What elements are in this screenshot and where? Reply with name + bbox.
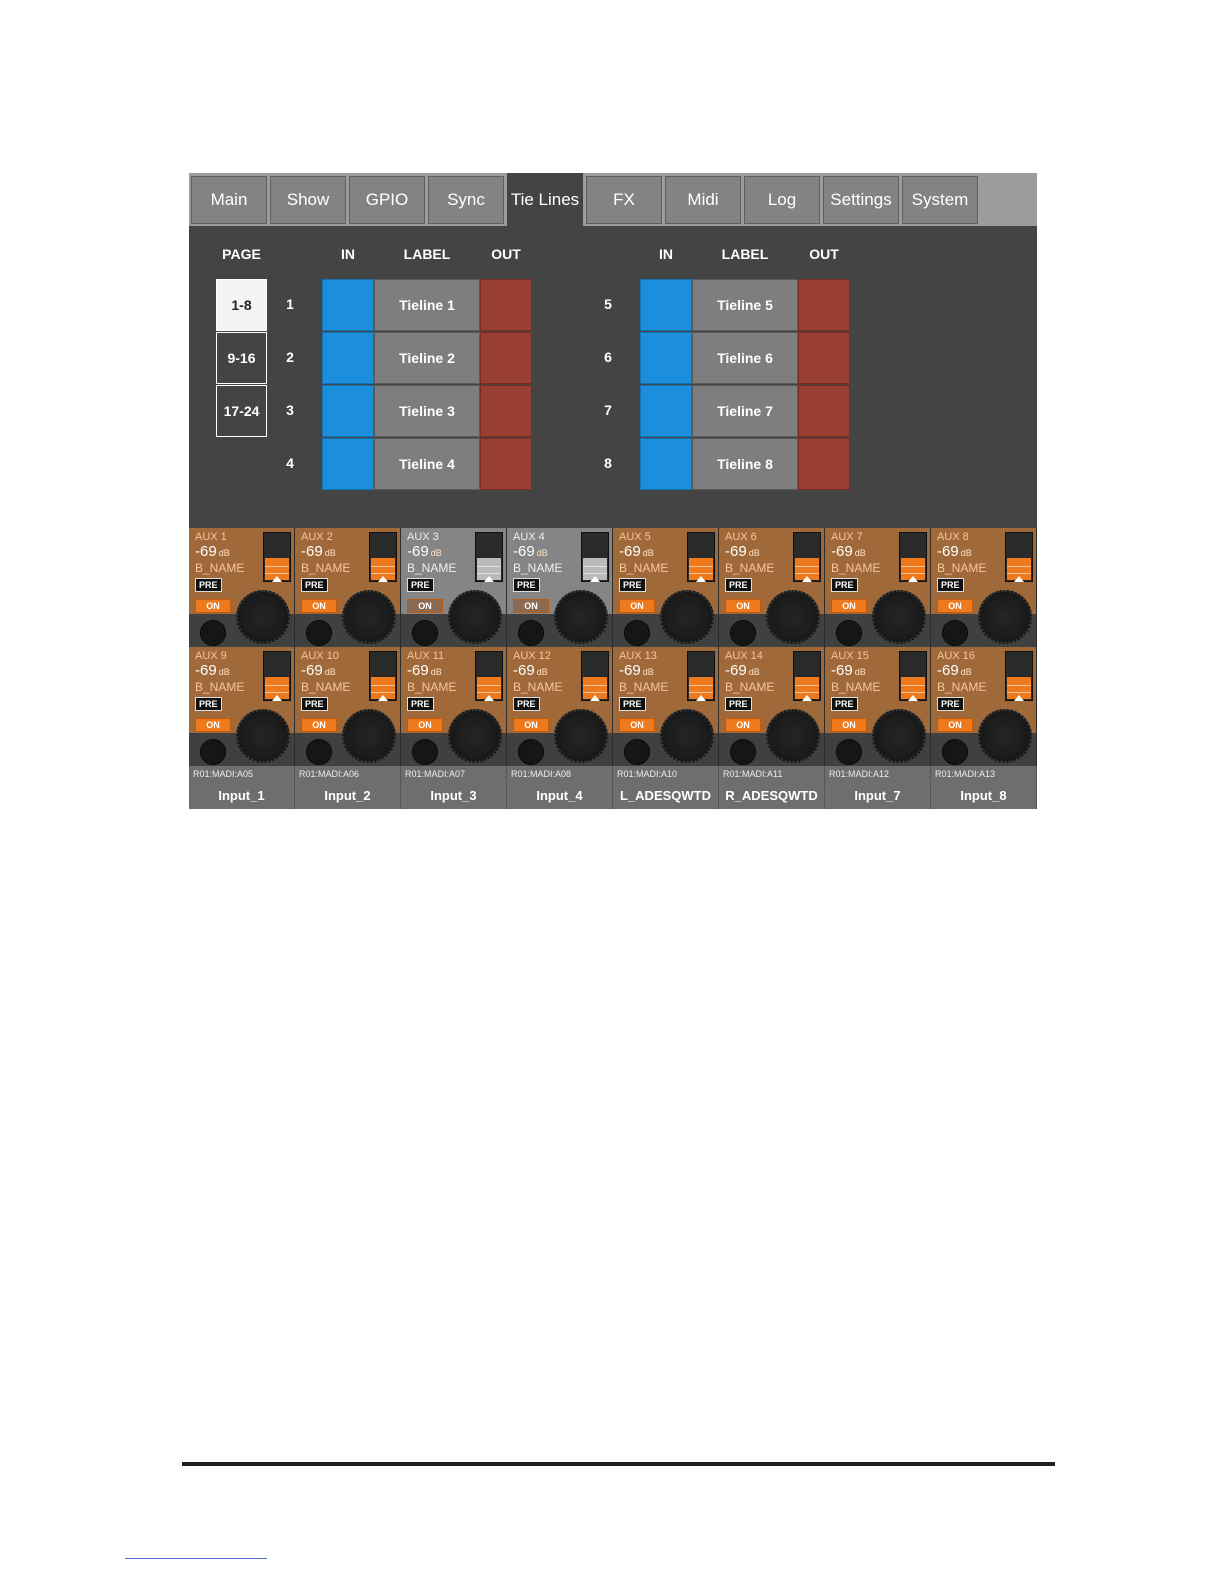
aux-level-unit: dB <box>218 667 230 677</box>
in-header-right: IN <box>659 246 673 262</box>
tie-line-input-2[interactable] <box>322 332 374 384</box>
aux-level-unit: dB <box>324 667 336 677</box>
aux-strip <box>719 528 825 647</box>
input-channel[interactable] <box>719 766 825 809</box>
aux-level-value: -69 <box>195 662 217 679</box>
fader-cap-icon <box>378 695 388 701</box>
label-header-left: LABEL <box>403 246 451 262</box>
aux-pan-knob[interactable] <box>942 739 968 765</box>
aux-pan-knob[interactable] <box>518 620 544 646</box>
tie-line-input-6[interactable] <box>640 332 692 384</box>
aux-level-value: -69 <box>831 662 853 679</box>
aux-send-knob[interactable] <box>236 590 290 644</box>
input-name: Input_3 <box>430 788 477 803</box>
aux-fader[interactable] <box>687 651 715 701</box>
on-button[interactable]: ON <box>301 599 337 613</box>
aux-level-unit: dB <box>960 667 972 677</box>
aux-bus-name: B_NAME <box>619 680 669 694</box>
aux-level-unit: dB <box>960 548 972 558</box>
tie-line-number: 3 <box>286 402 294 418</box>
aux-name: AUX 16 <box>937 650 975 662</box>
tie-line-label-4[interactable]: Tieline 4 <box>374 438 480 490</box>
pre-button[interactable]: PRE <box>831 697 858 711</box>
tie-line-number: 6 <box>604 349 612 365</box>
input-channel[interactable] <box>825 766 931 809</box>
tie-line-label-6[interactable]: Tieline 6 <box>692 332 798 384</box>
pre-button[interactable]: PRE <box>831 578 858 592</box>
aux-level-value: -69 <box>619 543 641 560</box>
fader-cap-icon <box>272 576 282 582</box>
footer-link-underline <box>125 1558 267 1559</box>
pre-button[interactable]: PRE <box>301 578 328 592</box>
aux-fader[interactable] <box>899 651 927 701</box>
aux-send-knob[interactable] <box>978 590 1032 644</box>
aux-strip <box>507 647 613 766</box>
tie-line-input-5[interactable] <box>640 279 692 331</box>
aux-fader[interactable] <box>793 532 821 582</box>
tie-line-label-7[interactable]: Tieline 7 <box>692 385 798 437</box>
tab-tie-lines[interactable]: Tie Lines <box>507 173 583 226</box>
aux-name: AUX 14 <box>725 650 763 662</box>
aux-level-value: -69 <box>513 543 535 560</box>
pre-button[interactable]: PRE <box>513 697 540 711</box>
aux-level <box>301 662 336 679</box>
aux-fader[interactable] <box>1005 532 1033 582</box>
input-name: Input_1 <box>218 788 265 803</box>
tie-line-output-3[interactable] <box>480 385 532 437</box>
aux-bus-name: B_NAME <box>195 680 245 694</box>
aux-level-value: -69 <box>407 543 429 560</box>
footer-rule <box>182 1462 1055 1466</box>
on-button[interactable]: ON <box>195 718 231 732</box>
input-source: R01:MADI:A07 <box>405 769 466 779</box>
aux-strip <box>507 528 613 647</box>
out-header-right: OUT <box>809 246 839 262</box>
pre-button[interactable]: PRE <box>619 578 646 592</box>
aux-send-knob[interactable] <box>660 709 714 763</box>
tab-log[interactable]: Log <box>744 176 820 224</box>
fader-cap-icon <box>590 576 600 582</box>
aux-send-knob[interactable] <box>236 709 290 763</box>
fader-cap-icon <box>696 576 706 582</box>
fader-cap-icon <box>908 576 918 582</box>
fader-cap-icon <box>484 576 494 582</box>
aux-send-knob[interactable] <box>872 709 926 763</box>
aux-fader[interactable] <box>1005 651 1033 701</box>
aux-bus-name: B_NAME <box>725 680 775 694</box>
aux-name: AUX 2 <box>301 531 333 543</box>
aux-send-knob[interactable] <box>448 709 502 763</box>
aux-level-unit: dB <box>854 548 866 558</box>
input-source: R01:MADI:A08 <box>511 769 572 779</box>
input-channel[interactable] <box>507 766 613 809</box>
aux-name: AUX 8 <box>937 531 969 543</box>
aux-strip <box>295 528 401 647</box>
aux-bus-name: B_NAME <box>937 561 987 575</box>
aux-level <box>301 543 336 560</box>
tie-line-output-5[interactable] <box>798 279 850 331</box>
aux-fader[interactable] <box>899 532 927 582</box>
aux-level <box>619 543 654 560</box>
fader-cap-icon <box>590 695 600 701</box>
aux-send-knob[interactable] <box>554 709 608 763</box>
input-source: R01:MADI:A06 <box>299 769 360 779</box>
pre-button[interactable]: PRE <box>725 697 752 711</box>
aux-level-unit: dB <box>324 548 336 558</box>
pre-button[interactable]: PRE <box>195 697 222 711</box>
aux-level-value: -69 <box>301 543 323 560</box>
tie-line-label-2[interactable]: Tieline 2 <box>374 332 480 384</box>
tie-lines-screen <box>189 173 1037 809</box>
on-button[interactable]: ON <box>831 718 867 732</box>
aux-name: AUX 4 <box>513 531 545 543</box>
aux-level <box>195 662 230 679</box>
aux-send-knob[interactable] <box>554 590 608 644</box>
input-name: Input_4 <box>536 788 583 803</box>
aux-pan-knob[interactable] <box>836 620 862 646</box>
out-header-left: OUT <box>491 246 521 262</box>
aux-fader[interactable] <box>581 532 609 582</box>
on-button[interactable]: ON <box>937 599 973 613</box>
pre-button[interactable]: PRE <box>301 697 328 711</box>
page-button-9-16[interactable]: 9-16 <box>216 332 267 384</box>
aux-fader[interactable] <box>263 532 291 582</box>
input-source: R01:MADI:A13 <box>935 769 996 779</box>
aux-level <box>725 662 760 679</box>
aux-bus-name: B_NAME <box>831 680 881 694</box>
aux-strip <box>401 647 507 766</box>
tie-lines-panel <box>189 226 1037 526</box>
aux-level-unit: dB <box>536 667 548 677</box>
tie-line-output-2[interactable] <box>480 332 532 384</box>
aux-bus-name: B_NAME <box>195 561 245 575</box>
aux-bus-name: B_NAME <box>619 561 669 575</box>
input-name: L_ADESQWTD <box>620 788 711 803</box>
tie-line-input-7[interactable] <box>640 385 692 437</box>
input-name: Input_8 <box>960 788 1007 803</box>
aux-level-unit: dB <box>642 667 654 677</box>
aux-level-value: -69 <box>407 662 429 679</box>
aux-level <box>937 543 972 560</box>
aux-send-knob[interactable] <box>978 709 1032 763</box>
aux-level-value: -69 <box>195 543 217 560</box>
aux-level-value: -69 <box>513 662 535 679</box>
pre-button[interactable]: PRE <box>407 578 434 592</box>
aux-pan-knob[interactable] <box>200 620 226 646</box>
aux-name: AUX 12 <box>513 650 551 662</box>
aux-fader[interactable] <box>369 651 397 701</box>
aux-bus-name: B_NAME <box>725 561 775 575</box>
input-channel[interactable] <box>401 766 507 809</box>
aux-pan-knob[interactable] <box>730 620 756 646</box>
fader-cap-icon <box>908 695 918 701</box>
aux-pan-knob[interactable] <box>518 739 544 765</box>
tab-show[interactable]: Show <box>270 176 346 224</box>
tie-line-input-3[interactable] <box>322 385 374 437</box>
fader-cap-icon <box>1014 576 1024 582</box>
aux-pan-knob[interactable] <box>306 620 332 646</box>
aux-name: AUX 13 <box>619 650 657 662</box>
aux-fader[interactable] <box>475 532 503 582</box>
aux-level-value: -69 <box>301 662 323 679</box>
aux-level-value: -69 <box>619 662 641 679</box>
aux-level <box>831 543 866 560</box>
aux-name: AUX 3 <box>407 531 439 543</box>
fader-cap-icon <box>484 695 494 701</box>
aux-bus-name: B_NAME <box>937 680 987 694</box>
aux-name: AUX 10 <box>301 650 339 662</box>
aux-level <box>195 543 230 560</box>
input-name: Input_7 <box>854 788 901 803</box>
aux-strip <box>931 528 1037 647</box>
aux-level <box>725 543 760 560</box>
on-button[interactable]: ON <box>725 718 761 732</box>
aux-name: AUX 1 <box>195 531 227 543</box>
input-channel[interactable] <box>613 766 719 809</box>
pre-button[interactable]: PRE <box>937 578 964 592</box>
tie-line-output-4[interactable] <box>480 438 532 490</box>
pre-button[interactable]: PRE <box>725 578 752 592</box>
on-button[interactable]: ON <box>195 599 231 613</box>
aux-level <box>831 662 866 679</box>
aux-pan-knob[interactable] <box>624 739 650 765</box>
tie-line-label-5[interactable]: Tieline 5 <box>692 279 798 331</box>
aux-pan-knob[interactable] <box>306 739 332 765</box>
input-channel[interactable] <box>189 766 295 809</box>
tie-line-output-1[interactable] <box>480 279 532 331</box>
input-source: R01:MADI:A10 <box>617 769 678 779</box>
tie-line-label-3[interactable]: Tieline 3 <box>374 385 480 437</box>
input-name: R_ADESQWTD <box>725 788 818 803</box>
input-source: R01:MADI:A12 <box>829 769 890 779</box>
pre-button[interactable]: PRE <box>619 697 646 711</box>
aux-pan-knob[interactable] <box>412 620 438 646</box>
on-button[interactable]: ON <box>831 599 867 613</box>
tab-sync[interactable]: Sync <box>428 176 504 224</box>
aux-bus-name: B_NAME <box>407 561 457 575</box>
tab-gpio[interactable]: GPIO <box>349 176 425 224</box>
tie-line-number: 4 <box>286 455 294 471</box>
on-button[interactable]: ON <box>407 718 443 732</box>
on-button[interactable]: ON <box>937 718 973 732</box>
on-button[interactable]: ON <box>619 599 655 613</box>
page-header: PAGE <box>222 246 261 262</box>
aux-send-knob[interactable] <box>342 709 396 763</box>
input-channel[interactable] <box>295 766 401 809</box>
in-header-left: IN <box>341 246 355 262</box>
on-button[interactable]: ON <box>513 718 549 732</box>
fader-cap-icon <box>696 695 706 701</box>
aux-name: AUX 7 <box>831 531 863 543</box>
fader-cap-icon <box>378 576 388 582</box>
tie-line-number: 8 <box>604 455 612 471</box>
aux-strip <box>719 647 825 766</box>
on-button[interactable]: ON <box>301 718 337 732</box>
aux-name: AUX 6 <box>725 531 757 543</box>
tab-settings[interactable]: Settings <box>823 176 899 224</box>
aux-level-value: -69 <box>725 662 747 679</box>
tie-line-output-7[interactable] <box>798 385 850 437</box>
tie-line-label-8[interactable]: Tieline 8 <box>692 438 798 490</box>
aux-level-unit: dB <box>430 548 442 558</box>
tab-midi[interactable]: Midi <box>665 176 741 224</box>
aux-pan-knob[interactable] <box>836 739 862 765</box>
aux-level-unit: dB <box>536 548 548 558</box>
tie-line-input-1[interactable] <box>322 279 374 331</box>
aux-level-unit: dB <box>748 667 760 677</box>
on-button[interactable]: ON <box>619 718 655 732</box>
aux-bus-name: B_NAME <box>513 680 563 694</box>
aux-fader[interactable] <box>687 532 715 582</box>
aux-strip <box>189 647 295 766</box>
tab-system[interactable]: System <box>902 176 978 224</box>
aux-strip <box>613 528 719 647</box>
on-button[interactable]: ON <box>725 599 761 613</box>
aux-level-value: -69 <box>937 662 959 679</box>
input-channel[interactable] <box>931 766 1037 809</box>
aux-name: AUX 11 <box>407 650 445 662</box>
pre-button[interactable]: PRE <box>195 578 222 592</box>
aux-fader[interactable] <box>581 651 609 701</box>
aux-fader[interactable] <box>369 532 397 582</box>
aux-strip <box>401 528 507 647</box>
aux-level <box>513 662 548 679</box>
aux-strip <box>613 647 719 766</box>
aux-fader[interactable] <box>793 651 821 701</box>
tie-line-input-8[interactable] <box>640 438 692 490</box>
aux-pan-knob[interactable] <box>942 620 968 646</box>
tie-line-label-1[interactable]: Tieline 1 <box>374 279 480 331</box>
tab-fx[interactable]: FX <box>586 176 662 224</box>
input-source: R01:MADI:A11 <box>723 769 783 779</box>
aux-fader[interactable] <box>263 651 291 701</box>
aux-row-lower <box>189 647 1037 766</box>
aux-level <box>937 662 972 679</box>
on-button[interactable]: ON <box>513 599 549 613</box>
tab-main[interactable]: Main <box>191 176 267 224</box>
aux-level <box>619 662 654 679</box>
aux-strip <box>295 647 401 766</box>
aux-strip <box>189 528 295 647</box>
aux-bus-name: B_NAME <box>407 680 457 694</box>
aux-send-knob[interactable] <box>766 709 820 763</box>
pre-button[interactable]: PRE <box>407 697 434 711</box>
input-strip <box>189 766 1037 809</box>
aux-name: AUX 9 <box>195 650 227 662</box>
aux-send-knob[interactable] <box>448 590 502 644</box>
pre-button[interactable]: PRE <box>513 578 540 592</box>
aux-level <box>407 662 442 679</box>
aux-strip <box>825 647 931 766</box>
aux-strip <box>825 528 931 647</box>
fader-cap-icon <box>1014 695 1024 701</box>
aux-send-knob[interactable] <box>872 590 926 644</box>
aux-bus-name: B_NAME <box>301 561 351 575</box>
tie-line-number: 1 <box>286 296 294 312</box>
aux-level-unit: dB <box>430 667 442 677</box>
tie-line-number: 5 <box>604 296 612 312</box>
on-button[interactable]: ON <box>407 599 443 613</box>
tab-bar <box>189 173 1037 226</box>
aux-row-upper <box>189 528 1037 647</box>
aux-bus-name: B_NAME <box>513 561 563 575</box>
tie-line-input-4[interactable] <box>322 438 374 490</box>
input-source: R01:MADI:A05 <box>193 769 254 779</box>
aux-pan-knob[interactable] <box>730 739 756 765</box>
aux-level-unit: dB <box>218 548 230 558</box>
aux-level-unit: dB <box>854 667 866 677</box>
fader-cap-icon <box>272 695 282 701</box>
pre-button[interactable]: PRE <box>937 697 964 711</box>
aux-name: AUX 15 <box>831 650 869 662</box>
aux-level <box>407 543 442 560</box>
aux-bus-name: B_NAME <box>301 680 351 694</box>
tie-line-number: 7 <box>604 402 612 418</box>
page-button-17-24[interactable]: 17-24 <box>216 385 267 437</box>
tie-line-output-8[interactable] <box>798 438 850 490</box>
aux-send-knob[interactable] <box>660 590 714 644</box>
tie-line-number: 2 <box>286 349 294 365</box>
aux-bus-name: B_NAME <box>831 561 881 575</box>
input-name: Input_2 <box>324 788 371 803</box>
aux-level <box>513 543 548 560</box>
aux-level-unit: dB <box>642 548 654 558</box>
aux-level-value: -69 <box>725 543 747 560</box>
fader-cap-icon <box>802 576 812 582</box>
page-button-1-8[interactable]: 1-8 <box>216 279 267 331</box>
aux-name: AUX 5 <box>619 531 651 543</box>
aux-fader[interactable] <box>475 651 503 701</box>
aux-level-value: -69 <box>831 543 853 560</box>
aux-send-knob[interactable] <box>342 590 396 644</box>
aux-level-value: -69 <box>937 543 959 560</box>
fader-cap-icon <box>802 695 812 701</box>
aux-pan-knob[interactable] <box>200 739 226 765</box>
aux-pan-knob[interactable] <box>412 739 438 765</box>
aux-strip <box>931 647 1037 766</box>
aux-send-knob[interactable] <box>766 590 820 644</box>
aux-pan-knob[interactable] <box>624 620 650 646</box>
aux-level-unit: dB <box>748 548 760 558</box>
tie-line-output-6[interactable] <box>798 332 850 384</box>
label-header-right: LABEL <box>721 246 769 262</box>
